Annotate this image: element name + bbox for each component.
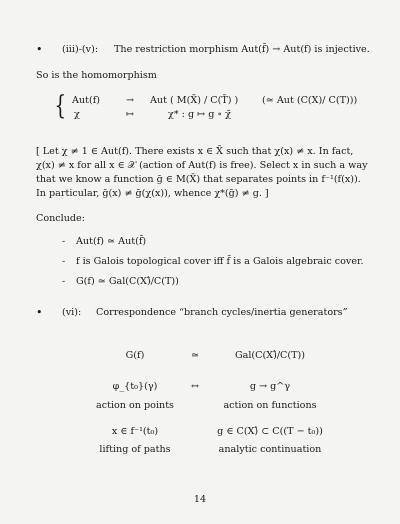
bullet-marker: • [36,43,43,56]
section1-follow: So is the homomorphism [36,70,157,81]
table-right: analytic continuation [218,444,322,455]
table-mid: ↔ [190,381,200,392]
bullet-marker: • [36,306,43,319]
conclusion-dash: - [62,236,66,247]
conclusion-item: Aut(f) ≃ Aut(f̄) [76,236,147,247]
table-left: G(f) [125,350,145,361]
display-row1-arrow: → [126,95,135,106]
display-row2-left: χ [74,109,80,120]
section1-text: The restriction morphism Aut(f̄) → Aut(f) is injective. [114,44,370,55]
conclusion-dash: - [62,276,66,287]
table-left: x ∈ f⁻¹(t₀) [111,426,159,437]
table-right: g ∈ C(X)̂ ⊂ C((T − t₀)) [217,426,323,437]
proof-line: In particular, ḡ(x) ≠ ḡ(χ(x)), whence χ*(ḡ) ≠ g. ] [36,188,269,199]
table-right: action on functions [223,400,317,411]
table-left: φ_{t₀}(γ) [112,381,158,392]
table-left: lifting of paths [99,444,171,455]
table-right: g → g^γ [249,381,291,392]
section2-lead: (vi): [62,307,82,318]
conclusion-item: G(f) ≃ Gal(C(X)̂/C(T)) [76,276,179,287]
table-right: Gal(C(X)̂/C(T)) [234,350,306,361]
section2-text: Correspondence “branch cycles/inertia generators” [96,307,348,318]
table-mid: ≃ [190,350,200,361]
conclusion-item: f is Galois topological cover iff f̄ is a Galois algebraic cover. [76,256,364,267]
page-number: 14 [193,494,207,505]
table-left: action on points [96,400,174,411]
display-row2-right: χ* : g ↦ g ∘ χ̄ [168,109,231,120]
proof-line: χ(x) ≠ x for all x ∈ 𝒳 (action of Aut(f) is free). Select x in such a way [36,160,368,171]
section1-lead: (iii)-(v): [62,44,99,55]
proof-line: [ Let χ ≠ 1 ∈ Aut(f). There exists x ∈ X̄ such that χ(x) ≠ x. In fact, [36,146,354,157]
display-row1-right: Aut ( M(X̄) / C(T̄) ) [150,95,239,106]
conclude-label: Conclude: [36,213,85,224]
display-row2-arrow: ↦ [126,109,135,120]
display-row1-left: Aut(f) [72,95,100,106]
conclusion-dash: - [62,256,66,267]
display-row1-note: (≃ Aut (C(X)/ C(T))) [262,95,358,106]
left-brace: { [54,91,67,121]
proof-line: that we know a function ḡ ∈ M(X̄) that separates points in f⁻¹(f(x)). [36,174,361,185]
